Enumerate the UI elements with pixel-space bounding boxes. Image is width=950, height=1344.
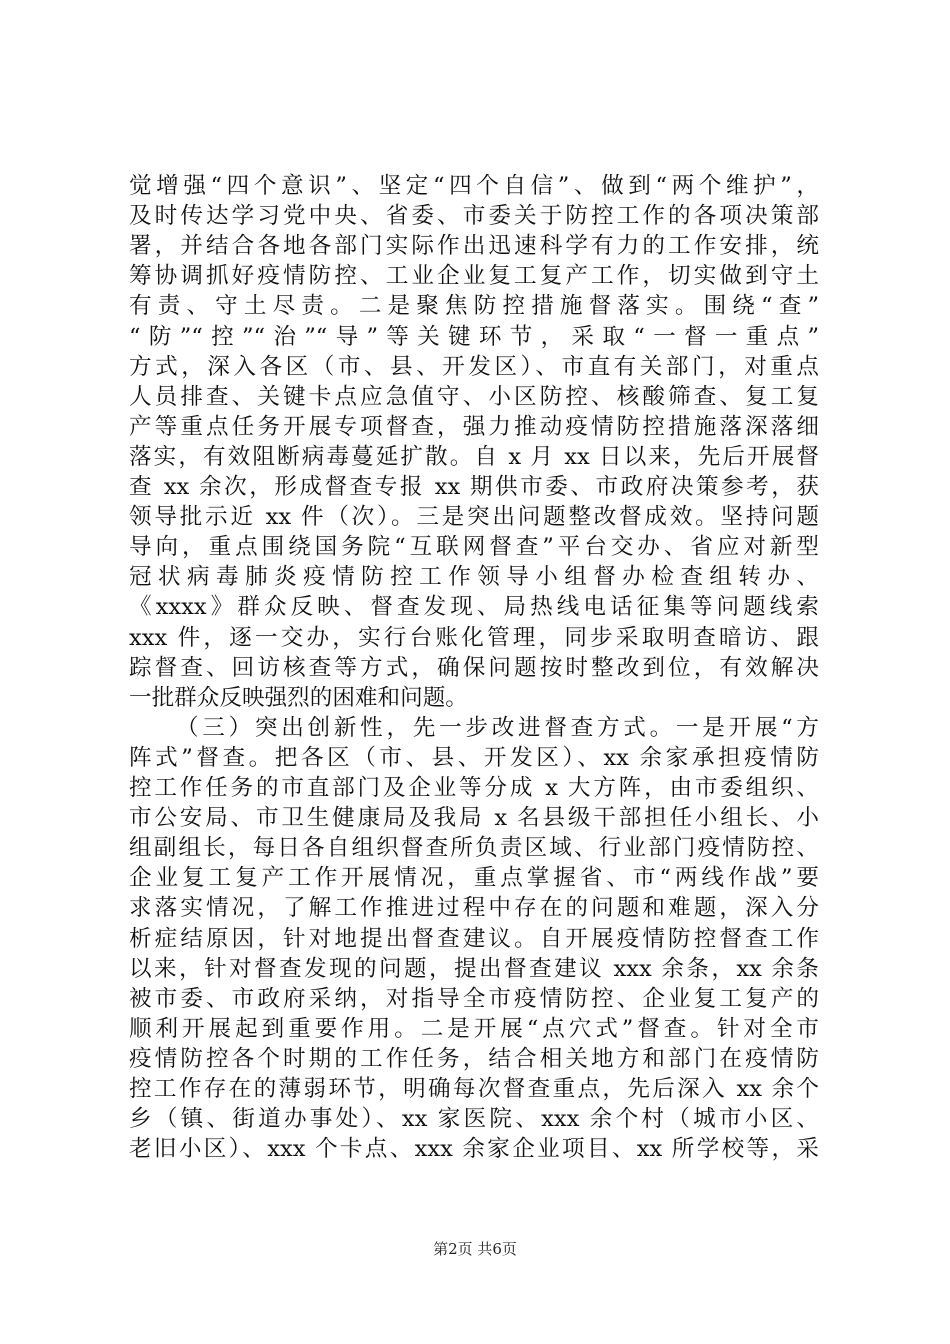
text-line: “防”“控”“治”“导”等关键环节，采取“一督一重点” [129,323,819,350]
text-line: 署，并结合各地各部门实际作出迅速科学有力的工作安排，统 [129,233,819,260]
text-line: 被市委、市政府采纳，对指导全市疫情防控、企业复工复产的 [129,985,819,1012]
text-line: 方式，深入各区（市、县、开发区）、市直有关部门，对重点 [129,353,819,380]
text-line: 市公安局、市卫生健康局及我局 x 名县级干部担任小组长、小 [129,805,819,832]
page-footer: 第2页 共6页 [433,1240,517,1258]
text-line: 查 xx 余次，形成督查专报 xx 期供市委、市政府决策参考，获 [129,474,819,500]
text-line: 企业复工复产工作开展情况，重点掌握省、市“两线作战”要 [129,865,819,892]
text-line: 冠状病毒肺炎疫情防控工作领导小组督办检查组转办、 [129,564,819,591]
text-line: 乡（镇、街道办事处）、xx 家医院、xxx 余个村（城市小区、 [129,1106,819,1133]
text-line: 析症结原因，针对地提出督查建议。自开展疫情防控督查工作 [129,925,819,952]
text-line: 以来，针对督查发现的问题，提出督查建议 xxx 余条，xx 余条 [129,955,819,982]
text-line: xxx 件，逐一交办，实行台账化管理，同步采取明查暗访、跟 [129,624,819,651]
text-line: 组副组长，每日各自组织督查所负责区域、行业部门疫情防控、 [129,835,819,862]
text-line: 落实，有效阻断病毒蔓延扩散。自 x 月 xx 日以来，先后开展督 [129,443,819,470]
text-line: 顺利开展起到重要作用。二是开展“点穴式”督查。针对全市 [129,1015,819,1042]
text-line: 老旧小区）、xxx 个卡点、xxx 余家企业项目、xx 所学校等，采 [129,1136,819,1163]
text-line: 踪督查、回访核查等方式，确保问题按时整改到位，有效解决 [129,654,819,681]
text-line: 一批群众反映强烈的困难和问题。 [129,684,468,711]
text-line: 觉增强“四个意识”、坚定“四个自信”、做到“两个维护”， [129,173,819,199]
paragraph-first-line: （三）突出创新性，先一步改进督查方式。一是开展“方 [176,714,819,741]
text-line: 有责、守土尽责。二是聚焦防控措施督落实。围绕“查” [129,293,819,320]
text-line: 疫情防控各个时期的工作任务，结合相关地方和部门在疫情防 [129,1045,819,1072]
text-line: 导向，重点围绕国务院“互联网督查”平台交办、省应对新型 [129,534,819,561]
text-line: 及时传达学习党中央、省委、市委关于防控工作的各项决策部 [129,203,819,230]
text-line: 控工作存在的薄弱环节，明确每次督查重点，先后深入 xx 余个 [129,1076,819,1102]
text-line: 阵式”督查。把各区（市、县、开发区）、xx 余家承担疫情防 [129,744,819,771]
text-line: 控工作任务的市直部门及企业等分成 x 大方阵，由市委组织、 [129,775,819,801]
text-line: 求落实情况，了解工作推进过程中存在的问题和难题，深入分 [129,895,819,922]
text-line: 筹协调抓好疫情防控、工业企业复工复产工作，切实做到守土 [129,263,819,290]
text-line: 《xxxx》群众反映、督查发现、局热线电话征集等问题线索 [129,594,819,621]
text-line: 领导批示近 xx 件（次）。三是突出问题整改督成效。坚持问题 [129,504,819,531]
text-line: 人员排查、关键卡点应急值守、小区防控、核酸筛查、复工复 [129,383,819,410]
text-line: 产等重点任务开展专项督查，强力推动疫情防控措施落深落细 [129,413,819,440]
